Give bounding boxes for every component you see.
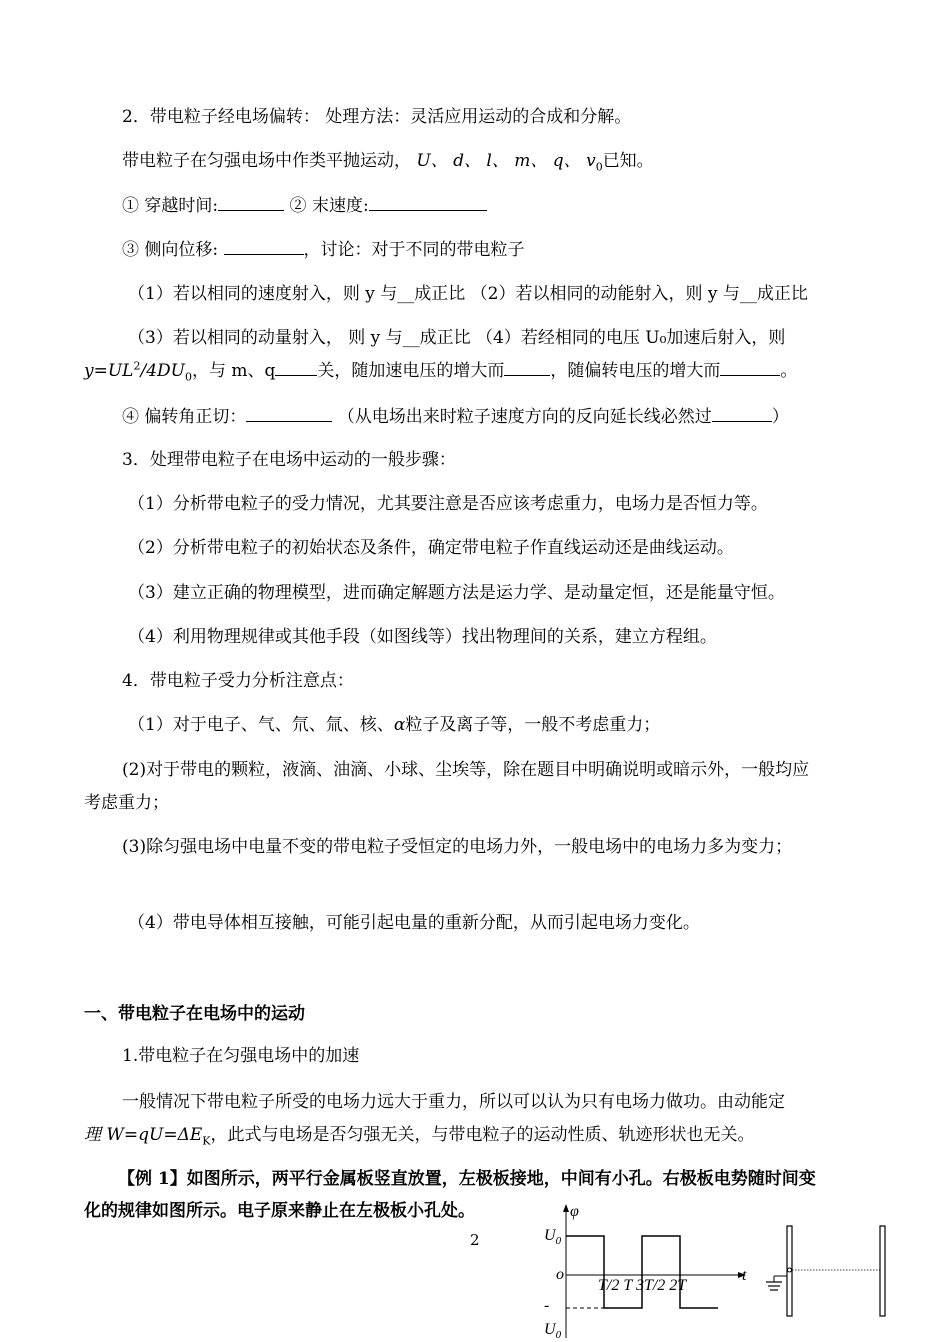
page-number: 2 — [470, 1231, 480, 1249]
section-heading: 一、带电粒子在电场中的运动 — [84, 1004, 305, 1024]
line-cases-1-2: （1）若以相同的速度射入，则 y 与__成正比 （2）若以相同的动能射入，则 y 与__成正比 — [128, 284, 808, 304]
blank-displacement[interactable] — [224, 238, 304, 255]
line-force-2-cont: 考虑重力； — [84, 793, 169, 813]
line-force-heading: 4．带电粒子受力分析注意点： — [122, 671, 354, 691]
line-acceleration-text-cont: 理 $W=qU=\Delta E_K$，此式与电场是否匀强无关，与带电粒子的运动性质、轨迹形状也无关。 — [84, 1125, 755, 1148]
blank-time[interactable] — [218, 194, 284, 211]
example-1-line-2: 化的规律如图所示。电子原来静止在左极板小孔处。 — [84, 1201, 475, 1221]
line-force-4: （4）带电导体相互接触，可能引起电量的重新分配，从而引起电场力变化。 — [128, 913, 700, 933]
tick-labels: T/2 T 3T/2 2T — [598, 1277, 687, 1294]
blank-deflect-voltage[interactable] — [720, 359, 780, 376]
blank-tan[interactable] — [246, 405, 332, 422]
blank-final-velocity[interactable] — [369, 194, 487, 211]
y-axis-arrow — [563, 1204, 569, 1212]
parallel-plates-figure — [758, 1220, 898, 1320]
line-cases-3-4: （3）若以相同的动量射入， 则 y 与__成正比 （4）若经相同的电压 U₀加速后射入，则 — [128, 328, 786, 348]
blank-accel-voltage[interactable] — [504, 359, 550, 376]
small-hole — [788, 1268, 792, 1272]
potential-time-graph — [530, 1198, 750, 1342]
line-acceleration-heading: 1.带电粒子在匀强电场中的加速 — [122, 1046, 360, 1066]
line-acceleration-text: 一般情况下带电粒子所受的电场力远大于重力，所以可以认为只有电场力做功。由动能定 — [122, 1092, 785, 1112]
line-step-2: （2）分析带电粒子的初始状态及条件，确定带电粒子作直线运动还是曲线运动。 — [128, 538, 734, 558]
line-known-quantities: 带电粒子在匀强电场中作类平抛运动， U、 d、 l、 m、 q、 $v_0$已知。 — [122, 151, 654, 174]
line-time-velocity: ① 穿越时间: ② 末速度: — [122, 194, 487, 217]
line-step-3: （3）建立正确的物理模型，进而确定解题方法是运力学、是动量定恒，还是能量守恒。 — [128, 583, 785, 603]
neg-u0-label: $U_0$ — [544, 1321, 562, 1341]
line-deflection-angle: ④ 偏转角正切： （从电场出来时粒子速度方向的反向延长线必然过 ） — [122, 407, 789, 427]
line-deflection-heading: 2．带电粒子经电场偏转： 处理方法：灵活应用运动的合成和分解。 — [122, 107, 632, 127]
blank-pass-point[interactable] — [712, 405, 772, 422]
line-formula: $y=UL^2/4DU_0$，与 m、q 关，随加速电压的增大而 ，随偏转电压的增大而 。 — [84, 359, 798, 384]
neg-sign: - — [544, 1297, 550, 1314]
line-step-4: （4）利用物理规律或其他手段（如图线等）找出物理间的关系，建立方程组。 — [128, 627, 717, 647]
line-step-1: （1）分析带电粒子的受力情况，尤其要注意是否应该考虑重力，电场力是否恒力等。 — [128, 494, 768, 514]
line-lateral-displacement: ③ 侧向位移: ，讨论：对于不同的带电粒子 — [122, 240, 525, 260]
u0-label: $U_0$ — [544, 1227, 562, 1247]
blank-relation[interactable] — [275, 359, 317, 376]
line-force-2: (2)对于带电的颗粒，液滴、油滴、小球、尘埃等，除在题目中明确说明或暗示外，一般均应 — [122, 760, 810, 780]
example-1-line-1: 【例 1】如图所示，两平行金属板竖直放置，左极板接地，中间有小孔。右极板电势随时间变 — [118, 1169, 816, 1189]
phi-label: φ — [570, 1203, 579, 1220]
right-plate — [880, 1226, 885, 1316]
t-label: t — [742, 1267, 747, 1284]
line-force-3: (3)除匀强电场中电量不变的带电粒子受恒定的电场力外，一般电场中的电场力多为变力； — [122, 837, 793, 857]
origin-label: o — [556, 1266, 564, 1283]
line-force-1: （1）对于电子、气、氘、氚、核、α粒子及离子等，一般不考虑重力； — [128, 715, 661, 735]
line-steps-heading: 3．处理带电粒子在电场中运动的一般步骤： — [122, 450, 456, 470]
